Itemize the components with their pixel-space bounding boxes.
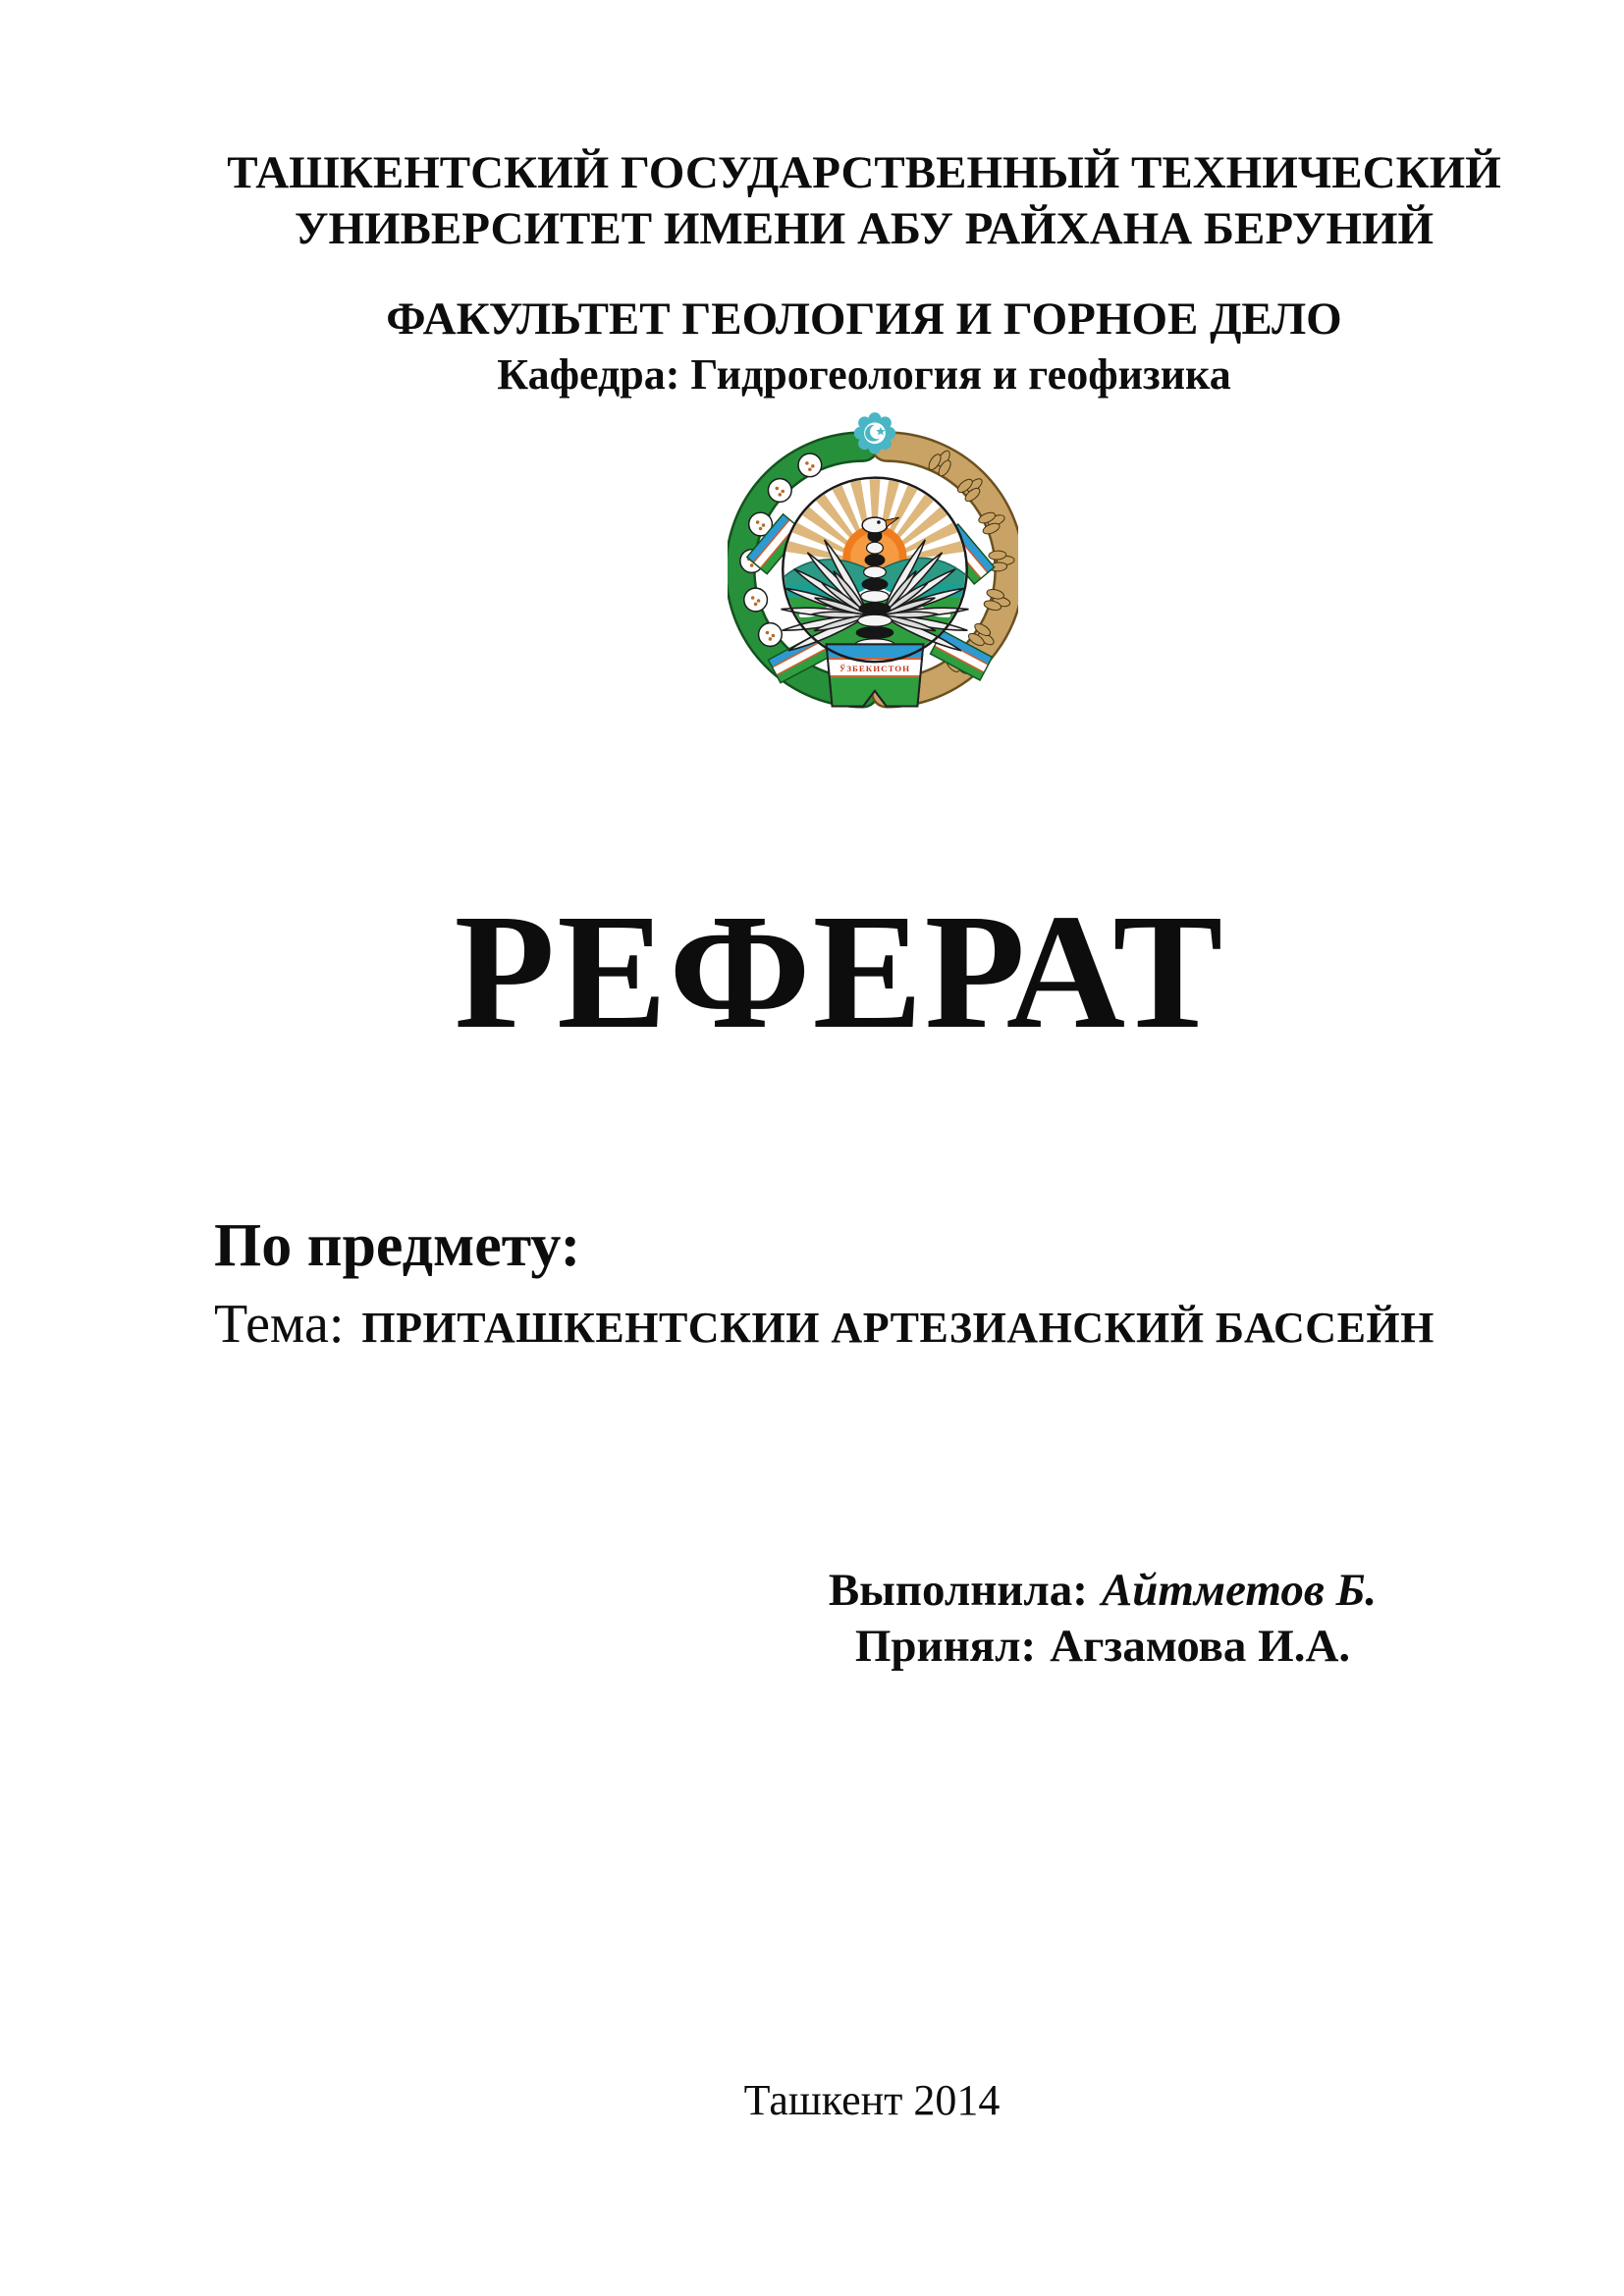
city-year: Ташкент 2014 [743, 2076, 1001, 2124]
accepted-by: Агзамова И.А. [1050, 1621, 1351, 1673]
emblem-graphic [728, 408, 1018, 717]
accepted-line [813, 1619, 1392, 1675]
topic-title: ПРИТАШКЕНТСКИИ АРТЕЗИАНСКИЙ БАССЕЙН [361, 1304, 1435, 1353]
department-name: Кафедра: Гидрогеология и геофизика [497, 350, 1231, 399]
performed-by: Айтметов Б. [1101, 1565, 1378, 1616]
performed-label: Выполнила: [828, 1565, 1088, 1616]
subject-label: По предмету: [214, 1212, 581, 1279]
document-title: РЕФЕРАТ [454, 881, 1225, 1063]
university-name-line1: ТАШКЕНТСКИЙ ГОСУДАРСТВЕННЫЙ ТЕХНИЧЕСКИЙ [227, 147, 1501, 198]
uzbekistan-state-emblem [728, 408, 1018, 717]
crescent-star-medallion [854, 412, 895, 454]
authors-block [813, 1563, 1392, 1676]
subject-block [214, 1211, 1471, 1357]
university-name-line2: УНИВЕРСИТЕТ ИМЕНИ АБУ РАЙХАНА БЕРУНИЙ [294, 203, 1435, 255]
banner-text: ЎЗБЕКИСТОН [839, 664, 911, 673]
performed-line [813, 1563, 1392, 1619]
university-name [201, 145, 1527, 258]
topic-label: Тема: [214, 1294, 345, 1356]
topic-line [214, 1293, 1471, 1356]
faculty-name: ФАКУЛЬТЕТ ГЕОЛОГИЯ И ГОРНОЕ ДЕЛО [386, 294, 1342, 345]
accepted-label: Принял: [854, 1621, 1037, 1673]
